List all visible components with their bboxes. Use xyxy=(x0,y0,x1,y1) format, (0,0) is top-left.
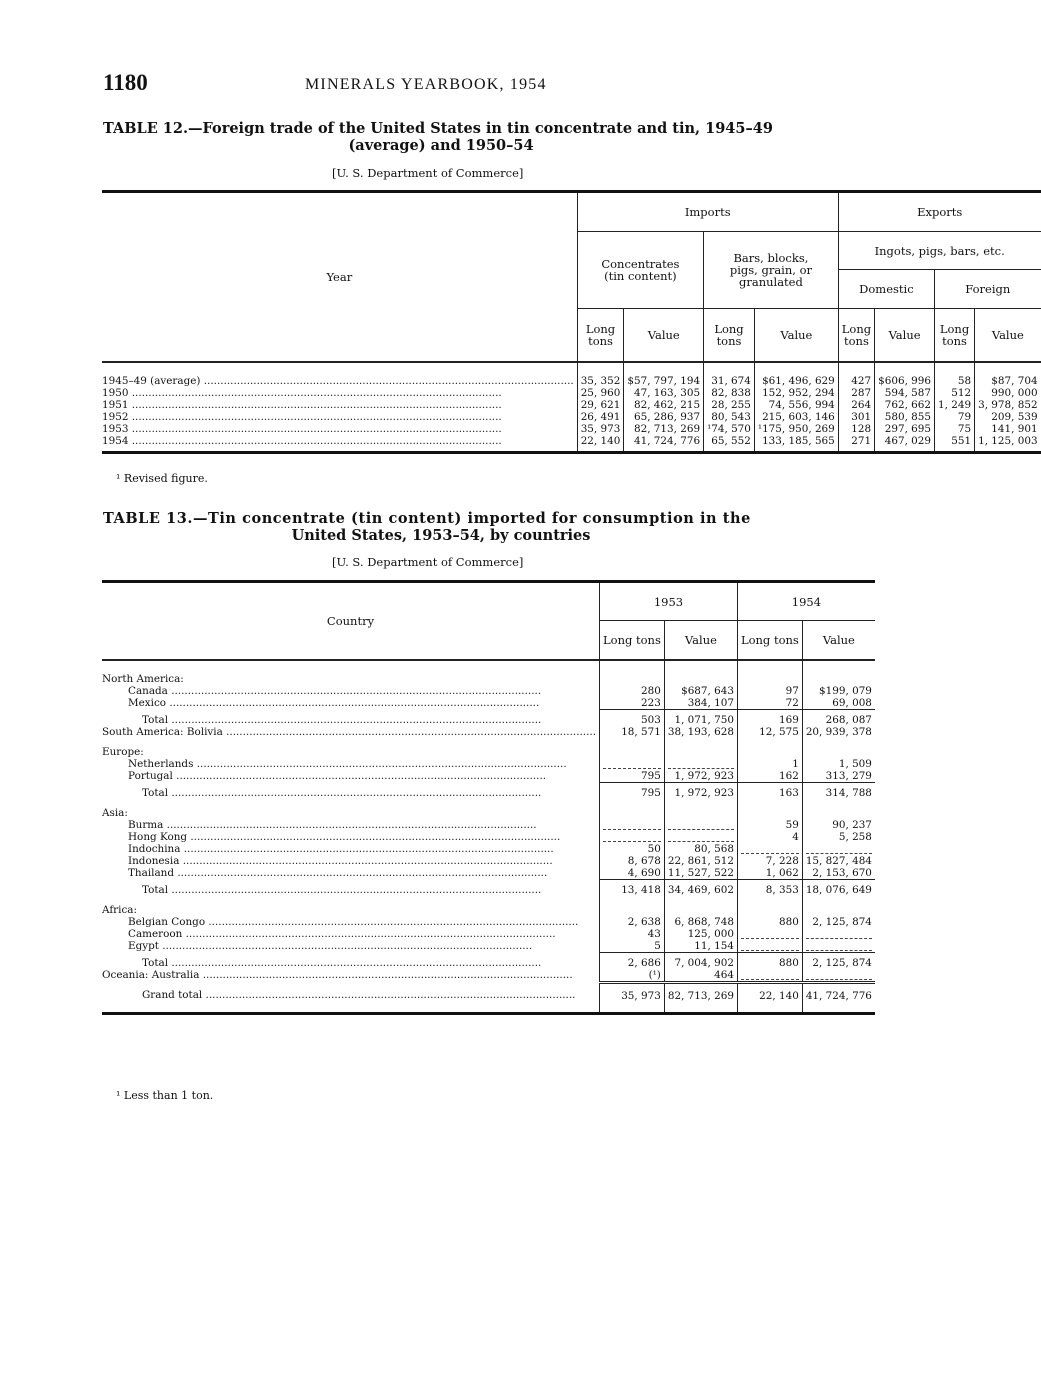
d-tons-cell: 287 xyxy=(838,387,874,399)
t54-cell: 1, 062 xyxy=(737,867,802,880)
d-tons-cell: 301 xyxy=(838,411,874,423)
empty-cell-dashes xyxy=(741,852,799,854)
country-cell xyxy=(102,758,600,770)
country-cell xyxy=(102,783,600,800)
t54-cell: 169 xyxy=(737,710,802,727)
t54-cell: 59 xyxy=(737,819,802,831)
t53-cell xyxy=(600,896,665,916)
v53-cell: 1, 972, 923 xyxy=(664,770,737,783)
table12-header-long-tons: Long tons xyxy=(577,309,624,363)
v54-cell: 1, 509 xyxy=(802,758,875,770)
table12-caption-line2: (average) and 1950–54 xyxy=(348,137,534,154)
country-cell-text: Thailand ..... xyxy=(128,867,596,879)
v53-cell: 22, 861, 512 xyxy=(664,855,737,867)
table12-header-value: Value xyxy=(624,309,704,363)
empty-cell-dashes xyxy=(668,828,734,830)
table13-header-value: Value xyxy=(802,621,875,661)
country-cell-text: Total ..... xyxy=(142,957,596,969)
country-cell xyxy=(102,940,600,953)
v54-cell: 20, 939, 378 xyxy=(802,726,875,738)
c-val-cell: 82, 713, 269 xyxy=(624,423,704,435)
v54-cell: 2, 125, 874 xyxy=(802,916,875,928)
v54-cell: 268, 087 xyxy=(802,710,875,727)
table12-header-domestic: Domestic xyxy=(838,270,934,309)
f-tons-cell: 1, 249 xyxy=(935,399,975,411)
table-row xyxy=(102,697,875,710)
v53-cell: 125, 000 xyxy=(664,928,737,940)
country-cell xyxy=(102,726,600,738)
v54-cell: 15, 827, 484 xyxy=(802,855,875,867)
f-tons-cell: 79 xyxy=(935,411,975,423)
b-val-cell: 152, 952, 294 xyxy=(754,387,838,399)
table12-source: [U. S. Department of Commerce] xyxy=(332,166,524,180)
country-cell-text: Total ..... xyxy=(142,714,596,726)
v53-cell: 384, 107 xyxy=(664,697,737,710)
b-tons-cell: 80, 543 xyxy=(704,411,755,423)
table12-header-value: Value xyxy=(875,309,935,363)
table13-header-country: Country xyxy=(102,582,600,661)
t53-cell: 2, 638 xyxy=(600,916,665,928)
b-val-cell: ¹175, 950, 269 xyxy=(754,423,838,435)
v53-cell: 1, 972, 923 xyxy=(664,783,737,800)
t54-cell xyxy=(737,928,802,940)
v53-cell: 11, 527, 522 xyxy=(664,867,737,880)
v54-cell xyxy=(802,738,875,758)
t54-cell: 72 xyxy=(737,697,802,710)
t54-cell xyxy=(737,738,802,758)
b-val-cell: $61, 496, 629 xyxy=(754,362,838,387)
t53-cell xyxy=(600,758,665,770)
country-cell xyxy=(102,928,600,940)
v53-cell: 464 xyxy=(664,969,737,983)
country-cell: Asia: xyxy=(102,807,128,819)
b-val-cell: 215, 603, 146 xyxy=(754,411,838,423)
d-val-cell: 762, 662 xyxy=(875,399,935,411)
empty-cell-dashes xyxy=(806,949,872,951)
t53-cell: 35, 973 xyxy=(600,983,665,1014)
c-val-cell: 82, 462, 215 xyxy=(624,399,704,411)
d-val-cell: 594, 587 xyxy=(875,387,935,399)
v54-cell: 313, 279 xyxy=(802,770,875,783)
country-cell xyxy=(102,819,600,831)
t54-cell: 8, 353 xyxy=(737,880,802,897)
table12-header-year: Year xyxy=(102,192,577,363)
t54-cell xyxy=(737,940,802,953)
t53-cell: (¹) xyxy=(600,969,665,983)
table12-header-long-tons: Long tons xyxy=(704,309,755,363)
empty-cell-dashes xyxy=(668,767,734,769)
v54-cell xyxy=(802,896,875,916)
v54-cell: 2, 153, 670 xyxy=(802,867,875,880)
empty-cell-dashes xyxy=(806,937,872,939)
table-row xyxy=(102,387,1041,399)
total-row xyxy=(102,783,875,800)
country-cell xyxy=(102,770,600,783)
v53-cell: 38, 193, 628 xyxy=(664,726,737,738)
group-heading xyxy=(102,660,875,685)
t53-cell: 280 xyxy=(600,685,665,697)
country-cell-text: Oceania: Australia ..... xyxy=(102,969,596,981)
table-row xyxy=(102,867,875,880)
table12-header-long-tons: Long tons xyxy=(838,309,874,363)
v54-cell xyxy=(802,928,875,940)
d-val-cell: 297, 695 xyxy=(875,423,935,435)
d-val-cell: 580, 855 xyxy=(875,411,935,423)
country-cell-text: South America: Bolivia ..... xyxy=(102,726,596,738)
country-cell xyxy=(102,880,600,897)
v53-cell xyxy=(664,799,737,819)
d-tons-cell: 264 xyxy=(838,399,874,411)
table13-header-1954: 1954 xyxy=(737,582,874,621)
table-row xyxy=(102,758,875,770)
v54-cell: 18, 076, 649 xyxy=(802,880,875,897)
v54-cell: 5, 258 xyxy=(802,831,875,843)
t54-cell: 880 xyxy=(737,916,802,928)
table-row xyxy=(102,685,875,697)
v53-cell: 7, 004, 902 xyxy=(664,953,737,970)
table-row xyxy=(102,399,1041,411)
f-val-cell: 141, 901 xyxy=(975,423,1041,435)
table12-header-imports: Imports xyxy=(577,192,838,232)
table12-header-ingots: Ingots, pigs, bars, etc. xyxy=(838,232,1040,270)
year-cell-text: 1951 ..... xyxy=(102,399,574,411)
page-number: 1180 xyxy=(103,70,148,95)
year-cell xyxy=(102,423,577,435)
table13-caption-line2: United States, 1953–54, by countries xyxy=(291,527,591,544)
v53-cell xyxy=(664,660,737,685)
b-tons-cell: 82, 838 xyxy=(704,387,755,399)
t53-cell xyxy=(600,819,665,831)
v53-cell: $687, 643 xyxy=(664,685,737,697)
c-tons-cell: 22, 140 xyxy=(577,435,624,453)
table13 xyxy=(102,580,875,1015)
v53-cell: 6, 868, 748 xyxy=(664,916,737,928)
t53-cell: 13, 418 xyxy=(600,880,665,897)
group-heading xyxy=(102,799,875,819)
v54-cell: 314, 788 xyxy=(802,783,875,800)
b-tons-cell: 31, 674 xyxy=(704,362,755,387)
t53-cell xyxy=(600,660,665,685)
country-cell: Africa: xyxy=(102,904,137,916)
country-cell-text: Total ..... xyxy=(142,884,596,896)
v54-cell: 41, 724, 776 xyxy=(802,983,875,1014)
t54-cell xyxy=(737,896,802,916)
f-tons-cell: 512 xyxy=(935,387,975,399)
t53-cell xyxy=(600,738,665,758)
country-cell-text: Burma ..... xyxy=(128,819,596,831)
t54-cell: 1 xyxy=(737,758,802,770)
t54-cell: 22, 140 xyxy=(737,983,802,1014)
country-cell xyxy=(102,983,600,1014)
empty-cell-dashes xyxy=(741,978,799,980)
f-val-cell: 209, 539 xyxy=(975,411,1041,423)
c-val-cell: 65, 286, 937 xyxy=(624,411,704,423)
country-cell-text: Hong Kong ..... xyxy=(128,831,596,843)
country-cell xyxy=(102,831,600,843)
country-cell-text: Indonesia ..... xyxy=(128,855,596,867)
country-cell-text: Cameroon ..... xyxy=(128,928,596,940)
table-row xyxy=(102,969,875,983)
v53-cell xyxy=(664,896,737,916)
year-cell xyxy=(102,399,577,411)
country-cell xyxy=(102,855,600,867)
f-val-cell: 990, 000 xyxy=(975,387,1041,399)
t53-cell xyxy=(600,831,665,843)
c-tons-cell: 35, 973 xyxy=(577,423,624,435)
table13-header-long-tons: Long tons xyxy=(737,621,802,661)
c-val-cell: $57, 797, 194 xyxy=(624,362,704,387)
year-cell xyxy=(102,435,577,453)
c-tons-cell: 26, 491 xyxy=(577,411,624,423)
v54-cell xyxy=(802,969,875,983)
year-cell xyxy=(102,411,577,423)
empty-cell-dashes xyxy=(806,852,872,854)
v54-cell xyxy=(802,843,875,855)
t54-cell: 163 xyxy=(737,783,802,800)
t54-cell: 7, 228 xyxy=(737,855,802,867)
country-cell-text: Grand total ..... xyxy=(142,989,596,1001)
table-row xyxy=(102,940,875,953)
empty-cell-dashes xyxy=(806,978,872,980)
t54-cell: 880 xyxy=(737,953,802,970)
table-row xyxy=(102,726,875,738)
table12 xyxy=(102,190,1041,454)
f-val-cell: 1, 125, 003 xyxy=(975,435,1041,453)
v53-cell xyxy=(664,758,737,770)
f-tons-cell: 551 xyxy=(935,435,975,453)
t54-cell: 162 xyxy=(737,770,802,783)
table-row xyxy=(102,916,875,928)
table-row xyxy=(102,770,875,783)
v54-cell xyxy=(802,940,875,953)
year-cell xyxy=(102,362,577,387)
t53-cell: 50 xyxy=(600,843,665,855)
country-cell xyxy=(102,953,600,970)
table-row xyxy=(102,855,875,867)
country-cell-text: Netherlands ..... xyxy=(128,758,596,770)
d-val-cell: $606, 996 xyxy=(875,362,935,387)
t53-cell: 4, 690 xyxy=(600,867,665,880)
v54-cell: $199, 079 xyxy=(802,685,875,697)
table13-caption-line1: TABLE 13.—Tin concentrate (tin content) imported for consumption in the xyxy=(103,510,751,527)
country-cell xyxy=(102,843,600,855)
table-row xyxy=(102,831,875,843)
table12-header-foreign: Foreign xyxy=(935,270,1041,309)
t53-cell: 18, 571 xyxy=(600,726,665,738)
empty-cell-dashes xyxy=(668,840,734,842)
t54-cell: 4 xyxy=(737,831,802,843)
year-cell xyxy=(102,387,577,399)
country-cell xyxy=(102,867,600,880)
f-val-cell: $87, 704 xyxy=(975,362,1041,387)
c-tons-cell: 25, 960 xyxy=(577,387,624,399)
country-cell xyxy=(102,710,600,727)
table12-header-concentrates: Concentrates (tin content) xyxy=(577,232,703,309)
table13-footnote: ¹ Less than 1 ton. xyxy=(116,1089,214,1102)
table-row xyxy=(102,928,875,940)
table-row xyxy=(102,423,1041,435)
table12-header-value: Value xyxy=(754,309,838,363)
v54-cell xyxy=(802,660,875,685)
table-row xyxy=(102,843,875,855)
d-val-cell: 467, 029 xyxy=(875,435,935,453)
t53-cell: 795 xyxy=(600,770,665,783)
country-cell xyxy=(102,697,600,710)
v53-cell: 11, 154 xyxy=(664,940,737,953)
table13-source: [U. S. Department of Commerce] xyxy=(332,555,524,569)
table-row xyxy=(102,435,1041,453)
table12-header-long-tons: Long tons xyxy=(935,309,975,363)
country-cell: North America: xyxy=(102,673,184,685)
country-cell-text: Canada ..... xyxy=(128,685,596,697)
year-cell-text: 1952 ..... xyxy=(102,411,574,423)
b-val-cell: 133, 185, 565 xyxy=(754,435,838,453)
table13-header-long-tons: Long tons xyxy=(600,621,665,661)
d-tons-cell: 271 xyxy=(838,435,874,453)
c-val-cell: 47, 163, 305 xyxy=(624,387,704,399)
b-tons-cell: 65, 552 xyxy=(704,435,755,453)
total-row xyxy=(102,710,875,727)
d-tons-cell: 427 xyxy=(838,362,874,387)
c-tons-cell: 29, 621 xyxy=(577,399,624,411)
total-row xyxy=(102,880,875,897)
b-val-cell: 74, 556, 994 xyxy=(754,399,838,411)
table12-caption-line1: TABLE 12.—Foreign trade of the United States in tin concentrate and tin, 1945–49 xyxy=(103,120,773,137)
table13-caption xyxy=(103,510,779,544)
v54-cell: 90, 237 xyxy=(802,819,875,831)
v53-cell xyxy=(664,738,737,758)
v53-cell: 80, 568 xyxy=(664,843,737,855)
table13-header-1953: 1953 xyxy=(600,582,738,621)
table12-header-bars: Bars, blocks, pigs, grain, or granulated xyxy=(704,232,839,309)
b-tons-cell: ¹74, 570 xyxy=(704,423,755,435)
table12-footnote: ¹ Revised figure. xyxy=(116,472,208,485)
t53-cell: 223 xyxy=(600,697,665,710)
country-cell-text: Egypt ..... xyxy=(128,940,596,952)
t54-cell: 12, 575 xyxy=(737,726,802,738)
country-cell-text: Total ..... xyxy=(142,787,596,799)
v53-cell xyxy=(664,831,737,843)
t54-cell xyxy=(737,660,802,685)
v54-cell: 2, 125, 874 xyxy=(802,953,875,970)
table12-header-exports: Exports xyxy=(838,192,1040,232)
grand-total-row xyxy=(102,983,875,1014)
table13-header-value: Value xyxy=(664,621,737,661)
v53-cell xyxy=(664,819,737,831)
country-cell xyxy=(102,685,600,697)
country-cell-text: Portugal ..... xyxy=(128,770,596,782)
t53-cell: 5 xyxy=(600,940,665,953)
d-tons-cell: 128 xyxy=(838,423,874,435)
empty-cell-dashes xyxy=(741,937,799,939)
t53-cell: 503 xyxy=(600,710,665,727)
year-cell-text: 1950 ..... xyxy=(102,387,574,399)
v54-cell: 69, 008 xyxy=(802,697,875,710)
t54-cell xyxy=(737,843,802,855)
country-cell-text: Mexico ..... xyxy=(128,697,596,709)
year-cell-text: 1954 ..... xyxy=(102,435,574,447)
empty-cell-dashes xyxy=(603,840,661,842)
country-cell-text: Belgian Congo ..... xyxy=(128,916,596,928)
t53-cell xyxy=(600,799,665,819)
b-tons-cell: 28, 255 xyxy=(704,399,755,411)
table-row xyxy=(102,819,875,831)
total-row xyxy=(102,953,875,970)
t53-cell: 43 xyxy=(600,928,665,940)
country-cell-text: Indochina ..... xyxy=(128,843,596,855)
running-header: MINERALS YEARBOOK, 1954 xyxy=(305,76,547,93)
t53-cell: 795 xyxy=(600,783,665,800)
country-cell: Europe: xyxy=(102,746,144,758)
c-val-cell: 41, 724, 776 xyxy=(624,435,704,453)
empty-cell-dashes xyxy=(603,828,661,830)
year-cell-text: 1953 ..... xyxy=(102,423,574,435)
t54-cell xyxy=(737,799,802,819)
t53-cell: 8, 678 xyxy=(600,855,665,867)
t54-cell xyxy=(737,969,802,983)
country-cell xyxy=(102,969,600,983)
empty-cell-dashes xyxy=(603,767,661,769)
v53-cell: 34, 469, 602 xyxy=(664,880,737,897)
t53-cell: 2, 686 xyxy=(600,953,665,970)
v53-cell: 1, 071, 750 xyxy=(664,710,737,727)
year-cell-text: 1945–49 (average) ..... xyxy=(102,375,574,387)
table12-caption xyxy=(103,120,779,154)
v53-cell: 82, 713, 269 xyxy=(664,983,737,1014)
empty-cell-dashes xyxy=(741,949,799,951)
f-tons-cell: 75 xyxy=(935,423,975,435)
f-tons-cell: 58 xyxy=(935,362,975,387)
country-cell xyxy=(102,916,600,928)
table-row xyxy=(102,411,1041,423)
group-heading xyxy=(102,738,875,758)
table12-header-value: Value xyxy=(975,309,1041,363)
table-row xyxy=(102,362,1041,387)
group-heading xyxy=(102,896,875,916)
c-tons-cell: 35, 352 xyxy=(577,362,624,387)
f-val-cell: 3, 978, 852 xyxy=(975,399,1041,411)
v54-cell xyxy=(802,799,875,819)
t54-cell: 97 xyxy=(737,685,802,697)
